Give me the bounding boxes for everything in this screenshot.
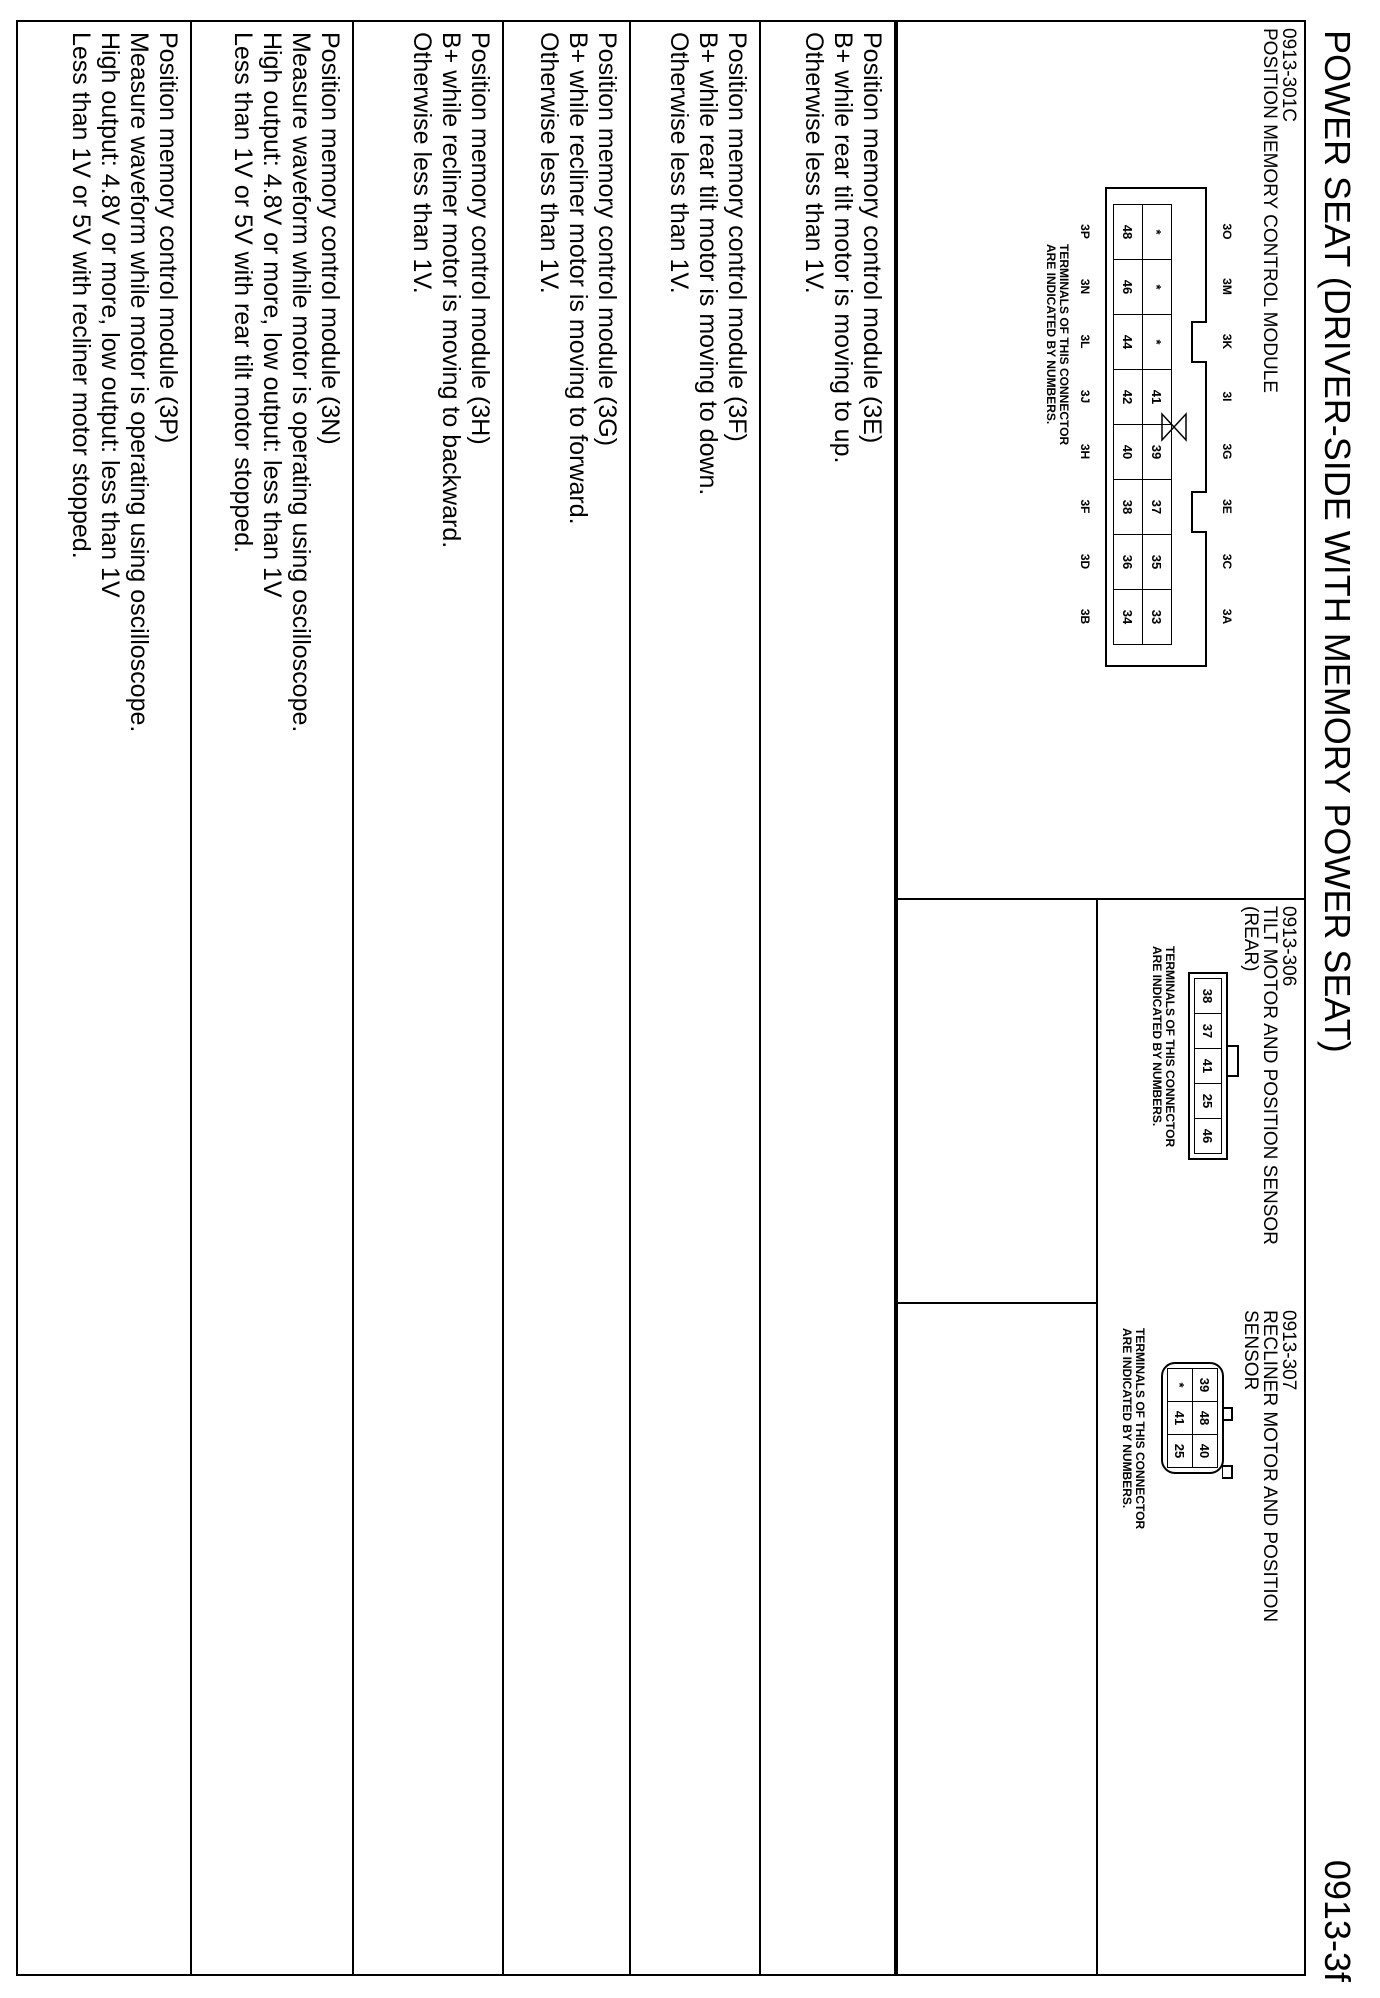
pin-label: 3A — [1220, 608, 1234, 625]
terminal: 38 — [1114, 480, 1143, 535]
connector-latch — [1226, 1042, 1240, 1082]
description-line: High output: 4.8V or more, low output: less than 1V — [258, 32, 286, 598]
pin-labels-top — [1216, 204, 1234, 644]
description-line: Otherwise less than 1V. — [665, 32, 693, 294]
pin-label: 3O — [1220, 223, 1234, 240]
connector-1-header — [1260, 28, 1298, 393]
description-table — [16, 20, 896, 1976]
terminal: * — [1168, 1369, 1193, 1402]
description-row — [761, 22, 896, 1974]
connector-1-diagram — [1034, 122, 1234, 682]
pin-label: 3E — [1220, 499, 1234, 514]
connector-3-diagram — [1094, 1322, 1234, 1622]
description-line: Otherwise less than 1V. — [800, 32, 828, 294]
connector-name: TILT MOTOR AND POSITION SENSOR — [1259, 906, 1280, 1245]
description-line: Otherwise less than 1V. — [535, 32, 563, 294]
description-row — [354, 22, 504, 1974]
description-line: Position memory control module (3P) — [154, 32, 182, 444]
note-line: ARE INDICATED BY NUMBERS. — [1120, 1328, 1134, 1509]
note-line: ARE INDICATED BY NUMBERS. — [1150, 946, 1164, 1127]
pin-labels-bottom — [1074, 204, 1092, 644]
connector-name: SENSOR — [1240, 1310, 1261, 1391]
pin-label: 3K — [1220, 333, 1234, 350]
description-line: Less than 1V or 5V with rear tilt motor stopped. — [229, 32, 257, 554]
description-line: B+ while rear tilt motor is moving to up. — [829, 32, 857, 464]
description-line: B+ while recliner motor is moving to backward. — [437, 32, 465, 549]
pin-label: 3H — [1078, 443, 1092, 460]
pin-label: 3L — [1078, 334, 1092, 349]
pin-label: 3J — [1078, 389, 1092, 404]
terminal: 33 — [1143, 590, 1172, 645]
terminal: 25 — [1195, 1084, 1222, 1119]
terminal: 39 — [1143, 425, 1172, 480]
connector-code: 0913-301C — [1278, 28, 1299, 123]
terminal: 42 — [1114, 370, 1143, 425]
terminal: 39 — [1193, 1369, 1218, 1402]
terminal: 44 — [1114, 315, 1143, 370]
pin-label: 3M — [1220, 278, 1234, 295]
terminal-note — [1120, 1328, 1146, 1529]
terminal: 48 — [1193, 1402, 1218, 1435]
note-line: TERMINALS OF THIS CONNECTOR — [1057, 244, 1071, 446]
note-line: ARE INDICATED BY NUMBERS. — [1044, 244, 1058, 425]
connector-panel — [896, 20, 1306, 1976]
connector-code: 0913-307 — [1278, 1310, 1299, 1391]
divider — [898, 898, 1304, 900]
connector-name: POSITION MEMORY CONTROL MODULE — [1259, 28, 1280, 393]
description-line: B+ while recliner motor is moving to forward. — [564, 32, 592, 525]
description-line: Less than 1V or 5V with recliner motor stopped. — [67, 32, 95, 559]
terminal: 46 — [1114, 260, 1143, 315]
description-row — [504, 22, 631, 1974]
description-line: High output: 4.8V or more, low output: less than 1V — [96, 32, 124, 598]
connector-2-pin-row — [1188, 972, 1228, 1160]
description-line: Position memory control module (3G) — [593, 32, 621, 447]
terminal: 37 — [1143, 480, 1172, 535]
terminal: * — [1143, 260, 1172, 315]
connector-1-pin-grid — [1113, 204, 1172, 645]
description-line: Position memory control module (3N) — [316, 32, 344, 445]
terminal: 41 — [1195, 1049, 1222, 1084]
terminal: 46 — [1195, 1119, 1222, 1154]
terminal: 40 — [1114, 425, 1143, 480]
pin-label: 3B — [1078, 608, 1092, 625]
description-line: Position memory control module (3F) — [723, 32, 751, 442]
terminal: 37 — [1195, 1014, 1222, 1049]
note-line: TERMINALS OF THIS CONNECTOR — [1163, 946, 1177, 1148]
connector-3-header — [1241, 1310, 1298, 1622]
terminal: 48 — [1114, 205, 1143, 260]
terminal-note — [1044, 244, 1070, 445]
pin-label: 3N — [1078, 278, 1092, 295]
connector-name: RECLINER MOTOR AND POSITION — [1259, 1310, 1280, 1623]
description-line: Position memory control module (3H) — [466, 32, 494, 445]
terminal: 34 — [1114, 590, 1143, 645]
connector-code: 0913-306 — [1278, 906, 1299, 987]
description-line: Measure waveform while motor is operating using oscilloscope. — [287, 32, 315, 733]
page-number: 0913-3f — [1317, 1859, 1358, 1982]
description-line: Position memory control module (3E) — [858, 32, 886, 444]
description-line: Otherwise less than 1V. — [408, 32, 436, 294]
connector-name: (REAR) — [1240, 906, 1261, 972]
pin-label: 3C — [1220, 553, 1234, 570]
terminal: 41 — [1143, 370, 1172, 425]
terminal: 38 — [1195, 979, 1222, 1014]
pin-label: 3F — [1078, 499, 1092, 514]
description-line: Measure waveform while motor is operating using oscilloscope. — [125, 32, 153, 733]
terminal: 25 — [1168, 1435, 1193, 1468]
connector-2-header — [1241, 906, 1298, 1245]
pin-label: 3G — [1220, 443, 1234, 460]
divider — [898, 1302, 1098, 1304]
terminal: * — [1143, 205, 1172, 260]
connector-3-pin-grid — [1161, 1362, 1224, 1474]
terminal-note — [1150, 946, 1176, 1147]
description-row — [16, 22, 192, 1974]
page-title: POWER SEAT (DRIVER-SIDE WITH MEMORY POWER SEAT) — [1317, 30, 1358, 1053]
description-row — [192, 22, 354, 1974]
pin-label: 3I — [1220, 391, 1234, 402]
terminal: 36 — [1114, 535, 1143, 590]
connector-2-diagram — [1100, 942, 1240, 1242]
pin-label: 3D — [1078, 553, 1092, 570]
terminal: 40 — [1193, 1435, 1218, 1468]
description-row — [631, 22, 761, 1974]
terminal: * — [1143, 315, 1172, 370]
description-line: B+ while rear tilt motor is moving to down. — [694, 32, 722, 496]
terminal: 35 — [1143, 535, 1172, 590]
terminal: 41 — [1168, 1402, 1193, 1435]
pin-label: 3P — [1078, 224, 1092, 239]
note-line: TERMINALS OF THIS CONNECTOR — [1133, 1328, 1147, 1530]
